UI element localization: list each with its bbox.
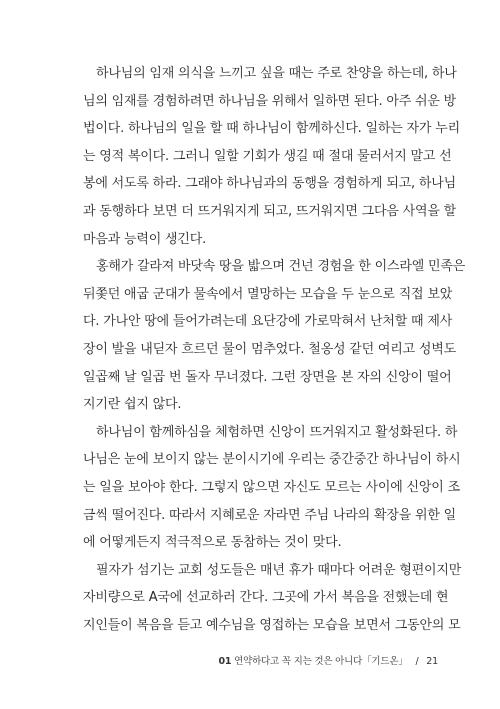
paragraph — [83, 60, 460, 253]
text-line: 과 동행하다 보면 더 뜨거워지게 되고, 뜨거워지면 그다음 사역을 할 — [83, 203, 456, 219]
text-line: 장이 발을 내딛자 흐르던 물이 멈추었다. 철옹성 같던 여리고 성벽도 — [83, 341, 456, 357]
text-line: 일곱째 날 일곱 번 돌자 무너졌다. 그런 장면을 본 자의 신앙이 떨어 — [83, 369, 452, 385]
text-line: 하나님이 함께하심을 체험하면 신앙이 뜨거워지고 활성화된다. 하 — [96, 424, 458, 440]
running-footer — [218, 653, 438, 667]
text-line: 봉에 서도록 하라. 그래야 하나님과의 동행을 경험하게 되고, 하나님 — [83, 176, 456, 192]
chapter-number: 01 — [218, 656, 232, 667]
paragraph — [83, 419, 461, 557]
text-line: 금씩 떨어진다. 따라서 지혜로운 자라면 주님 나라의 확장을 위한 일 — [83, 507, 456, 523]
text-line: 다. 가나안 땅에 들어가려는데 요단강에 가로막혀서 난처할 때 제사 — [83, 314, 453, 330]
page-number: 21 — [426, 656, 438, 667]
footer-separator: / — [415, 656, 419, 667]
text-line: 뒤쫓던 애굽 군대가 물속에서 멸망하는 모습을 두 눈으로 직접 보았 — [83, 286, 453, 302]
text-line: 나님은 눈에 보이지 않는 분이시기에 우리는 중간중간 하나님이 하시 — [83, 452, 461, 468]
paragraph — [83, 557, 462, 640]
text-line: 는 영적 복이다. 그러니 일할 기회가 생길 때 절대 물러서지 말고 선 — [83, 148, 452, 164]
text-line: 홍해가 갈라져 바닷속 땅을 밟으며 건넌 경험을 한 이스라엘 민족은 — [96, 259, 466, 275]
text-line: 에 어떻게든지 적극적으로 동참하는 것이 맞다. — [83, 535, 342, 551]
text-line: 지기란 쉽지 않다. — [83, 397, 182, 413]
text-line: 필자가 섬기는 교회 성도들은 매년 휴가 때마다 어려운 형편이지만 — [96, 562, 462, 578]
paragraph — [83, 253, 466, 419]
text-line: 하나님의 임재 의식을 느끼고 싶을 때는 주로 찬양을 하는데, 하나 — [96, 66, 457, 81]
text-line: 법이다. 하나님의 일을 할 때 하나님이 함께하신다. 일하는 자가 누리 — [83, 121, 460, 137]
text-line: 마음과 능력이 생긴다. — [83, 231, 207, 247]
text-line: 지인들이 복음을 듣고 예수님을 영접하는 모습을 보면서 그동안의 모 — [83, 617, 461, 633]
text-line: 님의 임재를 경험하려면 하나님을 위해서 일하면 된다. 아주 쉬운 방 — [83, 93, 456, 109]
chapter-title: 연약하다고 꼭 지는 것은 아니다「기드온」 — [234, 656, 408, 667]
text-line: 는 일을 보아야 한다. 그렇지 않으면 자신도 모르는 사이에 신앙이 조 — [83, 479, 460, 495]
text-line: 자비량으로 A국에 선교하러 간다. 그곳에 가서 복음을 전했는데 현 — [83, 590, 449, 606]
body-text — [83, 60, 466, 639]
